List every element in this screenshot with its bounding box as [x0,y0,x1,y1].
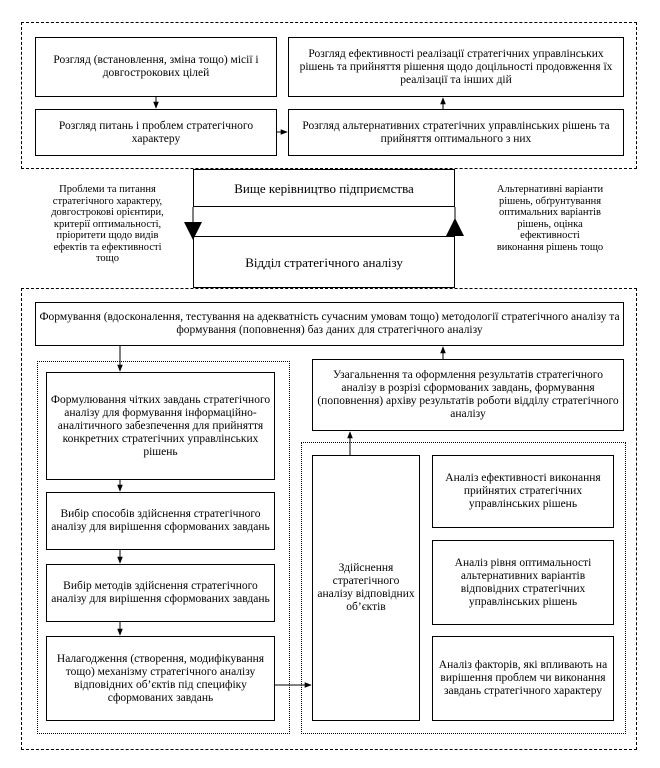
alternatives-review-box: Розгляд альтернативних стратегічних управлінських рішень та прийняття оптимального з них [288,109,624,156]
step3-box: Вибір методів здійснення стратегічного аналізу для вирішення сформованих завдань [46,564,275,622]
step2-box: Вибір способів здійснення стратегічного аналізу для вирішення сформованих завдань [46,492,275,550]
mission-box: Розгляд (встановлення, зміна тощо) місії і довгострокових цілей [35,37,277,97]
right-note: Альтернативні варіанти рішень, обґрунтування оптимальних варіантів рішень, оцінка ефективності виконання рішень тощо [496,184,604,253]
generalization-box: Узагальнення та оформлення результатів стратегічного аналізу в розрізі сформованих завдань, формування (поповнення) архіву результатів роботи відділу стратегічного аналізу [312,359,624,431]
execution-box: Здійснення стратегічного аналізу відповідних об’єктів [312,455,420,721]
department-box: Відділ стратегічного аналізу [193,236,455,288]
analysis2-box: Аналіз рівня оптимальності альтернативних варіантів відповідних стратегічних управлінських рішень [432,540,614,625]
management-box: Вище керівництво підприємства [193,169,455,207]
step4-box: Налагодження (створення, модифікування тощо) механізму стратегічного аналізу відповідних об’єктів під специфіку сформованих завдань [46,636,275,721]
formation-box: Формування (вдосконалення, тестування на адекватність сучасним умовам тощо) методології стратегічного аналізу та формування (поповнення) баз даних для стратегічного аналізу [35,302,624,346]
strategic-issues-box: Розгляд питань і проблем стратегічного характеру [35,109,277,156]
analysis1-box: Аналіз ефективності виконання прийнятих стратегічних управлінських рішень [432,455,614,528]
up-arrowhead [446,218,464,236]
analysis3-box: Аналіз факторів, які впливають на вирішення проблем чи виконання завдань стратегічного характеру [432,636,614,721]
efficiency-review-box: Розгляд ефективності реалізації стратегічних управлінських рішень та прийняття рішення щодо доцільності продовження їх реалізації та інших дій [288,37,624,97]
left-note: Проблеми та питання стратегічного характеру, довгострокові орієнтири, критерії оптимальності, пріоритети щодо видів ефектів та ефективності тощо [51,184,164,264]
step1-box: Формулювання чітких завдань стратегічного аналізу для формування інформаційно-аналітичного забезпечення для прийняття конкретних стратегічних управлінських рішень [46,372,275,480]
